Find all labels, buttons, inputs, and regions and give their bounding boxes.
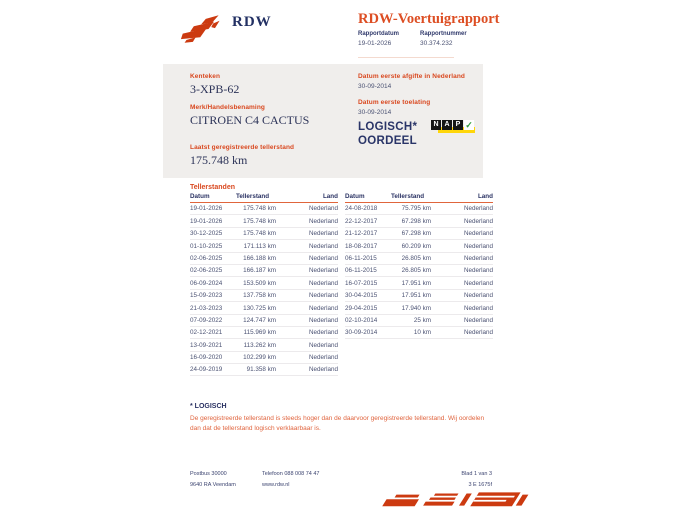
cell-tellerstand: 130.725 km (243, 304, 276, 312)
cell-datum: 13-09-2021 (190, 341, 223, 349)
cell-datum: 02-06-2025 (190, 254, 223, 262)
cell-land: Nederland (308, 205, 338, 213)
afgifte-value: 30-09-2014 (358, 83, 392, 90)
cell-land: Nederland (308, 254, 338, 262)
cell-datum: 06-11-2015 (345, 267, 377, 275)
table-header (190, 193, 338, 203)
cell-land: Nederland (463, 242, 493, 250)
table-header (345, 193, 493, 203)
cell-tellerstand: 113.262 km (243, 341, 276, 349)
table-row (190, 327, 338, 339)
cell-datum: 19-01-2026 (190, 217, 223, 225)
cell-tellerstand: 26.805 km (401, 254, 431, 262)
logisch-footnote (190, 403, 490, 433)
kenteken-label: Kenteken (190, 73, 221, 80)
footer-phone: Telefoon 088 008 74 47 (262, 471, 320, 477)
footer-page-number: Blad 1 van 3 (461, 471, 492, 477)
cell-tellerstand: 102.299 km (243, 354, 276, 362)
cell-datum: 22-12-2017 (345, 217, 378, 225)
footnote-title: * LOGISCH (190, 403, 227, 410)
cell-tellerstand: 166.188 km (243, 254, 276, 262)
footer-paging (461, 469, 492, 491)
table-row (345, 253, 493, 265)
cell-datum: 02-10-2014 (345, 316, 378, 324)
cell-datum: 24-08-2018 (345, 205, 378, 213)
table-row (345, 315, 493, 327)
footer-form-code: 3 E 1675f (468, 482, 492, 488)
cell-datum: 02-12-2021 (190, 329, 223, 337)
report-date (358, 31, 399, 47)
vehicle-summary-right (358, 73, 465, 123)
cell-tellerstand: 75.795 km (401, 205, 431, 213)
toelating-label: Datum eerste toelating (358, 99, 431, 106)
cell-tellerstand: 91.358 km (246, 366, 276, 374)
nap-letter-a-icon: A (442, 120, 452, 130)
cell-tellerstand: 175.748 km (243, 230, 276, 238)
cell-land: Nederland (463, 292, 493, 300)
toelating-field (358, 99, 465, 116)
tellerstanden-title: Tellerstanden (190, 184, 235, 191)
report-date-label: Rapportdatum (358, 31, 399, 37)
table-row (190, 315, 338, 327)
table-row (345, 265, 493, 277)
cell-land: Nederland (308, 366, 338, 374)
cell-datum: 07-09-2022 (190, 316, 223, 324)
oordeel-line1: LOGISCH* (358, 121, 418, 133)
table-row (345, 327, 493, 339)
footer-contact (262, 469, 320, 491)
col-header-tellerstand: Tellerstand (391, 193, 425, 200)
speed-stripes-icon (372, 490, 547, 512)
col-header-land: Land (477, 193, 493, 200)
footer-city: 9640 RA Veendam (190, 482, 236, 488)
cell-land: Nederland (308, 304, 338, 312)
vehicle-summary-box (163, 64, 483, 178)
header-divider (358, 57, 454, 58)
table-row (345, 277, 493, 289)
rdw-wing-icon (180, 12, 226, 46)
cell-land: Nederland (308, 230, 338, 238)
nap-letter-p-icon: P (453, 120, 463, 130)
table-row (345, 215, 493, 227)
report-number (420, 31, 467, 47)
table-body-left (190, 203, 338, 376)
laatste-tellerstand-field (190, 144, 309, 168)
cell-land: Nederland (308, 279, 338, 287)
cell-tellerstand: 17.951 km (401, 279, 431, 287)
cell-land: Nederland (463, 316, 493, 324)
report-number-value: 30.374.232 (420, 40, 453, 47)
cell-tellerstand: 171.113 km (243, 242, 276, 250)
merk-value: CITROEN C4 CACTUS (190, 113, 310, 127)
afgifte-label: Datum eerste afgifte in Nederland (358, 73, 465, 80)
laatste-tellerstand-label: Laatst geregistreerde tellerstand (190, 144, 295, 151)
cell-datum: 18-08-2017 (345, 242, 378, 250)
cell-datum: 06-09-2024 (190, 279, 223, 287)
cell-land: Nederland (308, 267, 338, 275)
table-row (345, 203, 493, 215)
table-row (345, 290, 493, 302)
footer-website-link[interactable]: www.rdw.nl (262, 482, 290, 488)
cell-datum: 30-04-2015 (345, 292, 378, 300)
table-row (345, 240, 493, 252)
cell-datum: 02-06-2025 (190, 267, 223, 275)
cell-land: Nederland (308, 292, 338, 300)
cell-datum: 15-09-2023 (190, 292, 223, 300)
cell-datum: 16-07-2015 (345, 279, 378, 287)
report-number-label: Rapportnummer (420, 31, 467, 37)
cell-land: Nederland (463, 254, 493, 262)
cell-tellerstand: 115.969 km (243, 329, 276, 337)
cell-land: Nederland (463, 205, 493, 213)
cell-tellerstand: 17.951 km (401, 292, 431, 300)
afgifte-field (358, 73, 465, 90)
cell-land: Nederland (308, 329, 338, 337)
cell-land: Nederland (308, 354, 338, 362)
page-title: RDW-Voertuigrapport (358, 11, 500, 27)
table-row (345, 302, 493, 314)
cell-datum: 30-12-2025 (190, 230, 223, 238)
table-row (190, 203, 338, 215)
table-row (190, 302, 338, 314)
tellerstanden-table-right (345, 193, 493, 339)
table-row (190, 215, 338, 227)
tellerstanden-table-left (190, 193, 338, 376)
table-row (190, 240, 338, 252)
cell-tellerstand: 175.748 km (243, 217, 276, 225)
footnote-body: De geregistreerde tellerstand is steeds hoger dan de daarvoor geregistreerde tellerstand. Wij oordelen dan dat de tellerstand logisch verklaarbaar is. (190, 415, 485, 432)
table-row (190, 352, 338, 364)
cell-datum: 06-11-2015 (345, 254, 377, 262)
cell-datum: 24-09-2019 (190, 366, 223, 374)
cell-land: Nederland (463, 267, 493, 275)
cell-land: Nederland (308, 217, 338, 225)
cell-tellerstand: 166.187 km (243, 267, 276, 275)
table-row (345, 228, 493, 240)
table-row (190, 364, 338, 376)
oordeel-line2: OORDEEL (358, 135, 417, 147)
cell-land: Nederland (463, 329, 493, 337)
kenteken-value: 3-XPB-62 (190, 82, 240, 96)
cell-tellerstand: 153.509 km (243, 279, 276, 287)
logisch-oordeel (358, 120, 417, 148)
toelating-value: 30-09-2014 (358, 109, 392, 116)
cell-datum: 29-04-2015 (345, 304, 378, 312)
rdw-logo-text: RDW (232, 14, 272, 30)
cell-land: Nederland (308, 242, 338, 250)
nap-checkmark-icon: ✓ (465, 120, 473, 130)
footer-postbus: Postbus 30000 (190, 471, 227, 477)
merk-field (190, 104, 309, 128)
cell-tellerstand: 137.758 km (243, 292, 276, 300)
col-header-datum: Datum (190, 193, 210, 200)
cell-land: Nederland (463, 304, 493, 312)
cell-land: Nederland (463, 217, 493, 225)
report-date-value: 19-01-2026 (358, 40, 392, 47)
cell-land: Nederland (463, 230, 493, 238)
cell-tellerstand: 60.209 km (401, 242, 431, 250)
cell-datum: 16-09-2020 (190, 354, 223, 362)
cell-tellerstand: 26.805 km (401, 267, 431, 275)
cell-datum: 30-09-2014 (345, 329, 378, 337)
table-body-right (345, 203, 493, 339)
rdw-logo (180, 12, 272, 46)
table-row (190, 290, 338, 302)
cell-land: Nederland (463, 279, 493, 287)
nap-letter-n-icon: N (431, 120, 441, 130)
merk-label: Merk/Handelsbenaming (190, 104, 265, 111)
kenteken-field (190, 73, 309, 97)
cell-tellerstand: 17.940 km (401, 304, 431, 312)
cell-land: Nederland (308, 316, 338, 324)
footer-address (190, 469, 236, 491)
col-header-tellerstand: Tellerstand (236, 193, 270, 200)
cell-tellerstand: 124.747 km (243, 316, 276, 324)
cell-tellerstand: 67.298 km (401, 230, 431, 238)
cell-datum: 19-01-2026 (190, 205, 223, 213)
cell-tellerstand: 67.298 km (401, 217, 431, 225)
laatste-tellerstand-value: 175.748 km (190, 153, 248, 167)
col-header-datum: Datum (345, 193, 365, 200)
cell-land: Nederland (308, 341, 338, 349)
table-row (190, 277, 338, 289)
cell-datum: 21-12-2017 (345, 230, 378, 238)
table-row (190, 253, 338, 265)
vehicle-summary-left (190, 73, 309, 175)
nap-logo (431, 120, 475, 136)
cell-tellerstand: 175.748 km (243, 205, 276, 213)
cell-datum: 21-03-2023 (190, 304, 223, 312)
table-row (190, 339, 338, 351)
cell-datum: 01-10-2025 (190, 242, 223, 250)
table-row (190, 228, 338, 240)
col-header-land: Land (322, 193, 338, 200)
table-row (190, 265, 338, 277)
cell-tellerstand: 10 km (413, 329, 431, 337)
cell-tellerstand: 25 km (413, 316, 431, 324)
